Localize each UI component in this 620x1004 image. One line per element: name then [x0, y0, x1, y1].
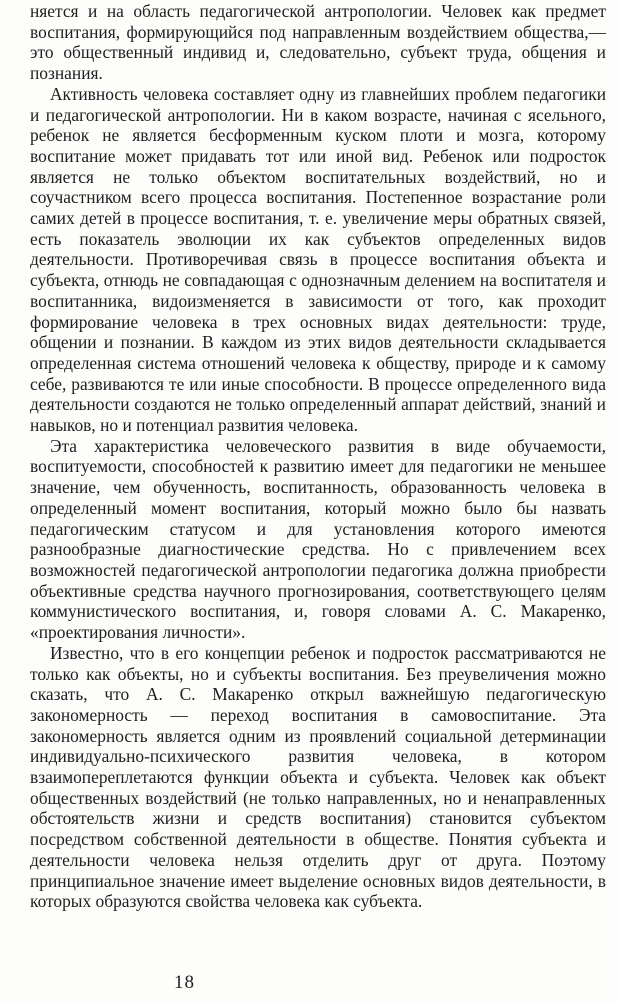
paragraph-makarenko: Известно, что в его концепции ребенок и подросток рассматриваются не только как объекты, но и субъекты воспитания. Без преувеличения можно сказать, что А. С. Макаренко открыл важнейшую педагогическую закономерность — переход воспитания в самовоспитание. Эта закономерность является одним из проявлений социальной детерминации индивидуально-психического развития человека, в котором взаимопереплетаются функции объекта и субъекта. Человек как объект общественных воздействий (не только направленных, но и ненаправленных обстоятельств жизни и средств воспитания) становится субъектом посредством собственной деятельности в обществе. Понятия субъекта и деятельности человека нельзя отделить друг от друга. Поэтому принципиальное значение имеет выделение основных видов деятельности, в которых образуются свойства человека как субъекта.	[30, 642, 606, 912]
paragraph-continuation: няется и на область педагогической антропологии. Человек как предмет воспитания, формирующийся под направленным воздействием общества,— это общественный индивид и, следовательно, субъект труда, общения и познания.	[30, 1, 606, 84]
page-number: 18	[174, 972, 195, 993]
body-text	[30, 0, 606, 912]
paragraph-activity: Активность человека составляет одну из главнейших проблем педагогики и педагогической антропологии. Ни в каком возрасте, начиная с ясельного, ребенок не является бесформенным куском плоти и мозга, которому воспитание может придавать тот или иной вид. Ребенок или подросток является не только объектом воспитательных воздействий, но и соучастником всего процесса воспитания. Постепенное возрастание роли самих детей в процессе воспитания, т. е. увеличение меры обратных связей, есть показатель эволюции их как субъектов определенных видов деятельности. Противоречивая связь в процессе воспитания объекта и субъекта, отнюдь не совпадающая с однозначным делением на воспитателя и воспитанника, видоизменяется в зависимости от того, как проходит формирование человека в трех основных видах деятельности: труде, общении и познании. В каждом из этих видов деятельности складывается определенная система отношений человека к обществу, природе и к самому себе, развиваются те или иные способности. В процессе определенного вида деятельности создаются не только определенный аппарат действий, знаний и навыков, но и потенциал развития человека.	[30, 83, 606, 436]
paragraph-characteristic: Эта характеристика человеческого развития в виде обучаемости, воспитуемости, способностей к развитию имеет для педагогики не меньшее значение, чем обученность, воспитанность, образованность человека в определенный момент воспитания, который можно было бы назвать педагогическим статусом и для установления которого имеются разнообразные диагностические средства. Но с привлечением всех возможностей педагогической антропологии педагогика должна приобрести объективные средства научного прогнозирования, соответствующего целям коммунистического воспитания, и, говоря словами А. С. Макаренко, «проектирования личности».	[30, 435, 606, 643]
